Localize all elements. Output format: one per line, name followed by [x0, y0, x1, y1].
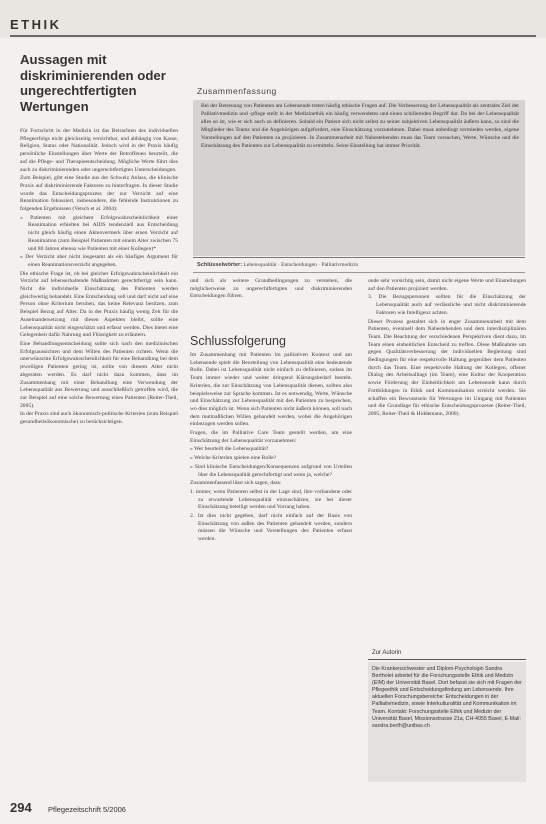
info-box-text: Die Krankenschwester und Diplom-Psychologin Sandra Bertholet arbeitet für die Forschungsstelle Ethik und Medizin (EIM) der Universität Basel. Dort befasst sie sich mit Fragen der Pflegeethik und Entscheidungsfindung am Lebensende. Ihre aktuellen Forschungsbereiche: Entscheidungen in der Palliativmedizin, sowie Interkulturalität und Kommunikation im Team. Kontakt: Forschungsstelle Ethik und Medizin der Universität Basel, Missionsstrasse 21a, CH-4055 Basel, E-Mail: sandra.berth@unibas.ch	[372, 666, 522, 729]
header-bar	[0, 0, 546, 38]
keywords-line	[197, 262, 522, 268]
keywords-label: Schlüsselwörter:	[197, 262, 243, 268]
paragraph: Fragen, die im Palliative Care Team gestellt werden, um eine Einschätzung der Lebensqualität vorzunehmen:	[190, 430, 352, 444]
list-item: 3. Die Bezugspersonen sollten für die Einschätzung der Lebensqualität auch auf verlässliche und nicht diskriminierende Faktoren wie Intelligenz achten.	[368, 294, 526, 316]
paragraph: Für Fortschritt in der Medizin ist das Betrachten des individuellen Pflegeerfolgs nicht gleichzeitig verzichtbar, und abhängig von Kasse, Religion, Status oder Nationalität. Jedoch wird in der Praxis häufig persönliche Einstellungen über Werte der Betroffenen beurteilt, die auf die Pflege- und Therapieentscheidung. Mögliche Werte führt dies auch zu diskriminierenden oder ungerechtfertigten Unterscheidungen.	[20, 128, 178, 173]
journal-name: Pflegezeitschrift 5/2006	[48, 805, 126, 814]
section-heading: Schlussfolgerung	[190, 334, 286, 348]
paragraph: In der Praxis sind auch ökonomisch-politische Kriterien (zum Beispiel gesundheitsökonomische) zu berücksichtigen.	[20, 411, 178, 426]
divider	[193, 257, 525, 258]
paragraph: onde sehr vorsichtig sein, damit nicht eigene Werte und Einstellungen auf den Patienten projiziert werden.	[368, 278, 526, 292]
list-item: » Patienten mit gleichem Erfolgswahrscheinlichkeit einer Reanimation erhielten bei AIDS tendenziell aus Entscheidung nicht gleich häufig einen Aktenvermerk über einen Verzicht auf Reanimation (zum Beispiel Patienten mit einem Alter zwischen 75 und 80 Jahren ebenso wie Patienten mit einer Kollegen)*	[20, 214, 178, 252]
abstract-text: Bei der Betreuung von Patienten am Lebensende treten häufig ethische Fragen auf. Die Verbesserung der Lebensqualität als zentrales Ziel der Palliativmedizin und -pflege stellt in der Medizinethik ein häufig verwendetes und einen schillernden Begriff dar. Da bei der Lebensqualität alles so ist, wie er sich auch zu definieren. Sobald ein Patient sich nicht selbst zu seiner subjektiven Lebensqualität äußern kann, so sind die Mitglieder des Teams und die Angehörigen aufgefordert, eine Einschätzung vorzunehmen. Dabei muss unbedingt vermieden werden, eigene Vorstellungen auf den Patienten zu projizieren. In Zusammenarbeit mit Nahestehenden muss das Team versuchen, Werte, Wünsche und die Einschätzung des Patienten zur Lebensqualität zu ermitteln. Seine Einstellung hat immer Priorität.	[201, 103, 519, 149]
paragraph: Im Zusammenhang mit Patienten im palliativen Kontext und am Lebensende spielt die Beurteilung von Lebensqualität eine bedeutende Rolle. Dabei ist Lebensqualität nicht einfach zu definieren, sodass im Team immer wieder und weiter dringend Klärungsbedarf besteht. Kriterien, die zur Einschätzung von Lebensqualität dienen, sollten also beispielsweise zur Sprache kommen. Ist es notwendig, Werte, Wünsche und Einschätzung zur Lebensqualität mit den Patienten zu besprechen, wo dies möglich ist. Wenn sich Patienten nicht äußern können, soll nach dem mutmaßlichen Willen gehandelt werden, wobei die Angehörigen einbezogen werden sollen.	[190, 352, 352, 428]
list-item: 2. Ist dies nicht gegeben, darf nicht einfach auf der Basis von Einschätzung von außen des Patienten gehandelt werden, sondern müssen die Wünsche und Vorstellungen des Patienten erfasst werden.	[190, 513, 352, 543]
divider	[368, 659, 526, 660]
paragraph: Zum Beispiel, gibt eine Studie aus der Schweiz Anlass, die klinische Praxis auf diskriminierende Faktoren zu hinterfragen. In dieser Studie wurde das Entscheidungsprozess der zur Verzicht auf eine Reanimation fokussiert, insbesondere, die fehlende Instruktionen zu folgenden Ergebnissen (Vetsch et al. 2004):	[20, 175, 178, 213]
paragraph: Die ethische Frage ist, ob bei gleicher Erfolgswahrscheinlichkeit ein Verzicht auf lebenserhaltende Maßnahmen gerechtfertigt sein kann. Nicht die individuelle Einschätzung des Patienten werden gleichwertig behandelt. Eine Entscheidung soll und darf nicht auf eine Person ohne Kriterium beruhen, das keine Relevanz besitzen, zum Beispiel Bezug auf Alter. Da in der Praxis häufig wenig Zeit für die Auseinandersetzung mit diesen Aspekten bleibt, sollte eine Lebensqualität nicht eingeschätzt und erfasst werden. Dies bietet eine Gelegenheit dafür Nahrung und Flüssigkeit zu erläutern.	[20, 270, 178, 339]
column-right	[368, 278, 526, 642]
header-rule	[10, 35, 536, 37]
list-item: » Welche Kriterien spielen eine Rolle?	[190, 455, 277, 462]
column-middle	[190, 352, 352, 788]
list-item: » Wer beurteilt die Lebensqualität?	[190, 446, 269, 453]
article-title: Aussagen mit diskriminierenden oder ungerechtfertigten Wertungen	[20, 52, 166, 114]
list-item: » Der Verzicht aber nicht insgesamt als ein häufiges Argument für einen Reanimationsverzicht angegeben.	[20, 254, 178, 268]
column-middle-top	[190, 278, 352, 302]
list-item: » Sind klinische Entscheidungen/Konsequenzen aufgrund von Urteilen über die Lebensqualität gerechtfertigt und wenn ja, welche?	[190, 463, 352, 478]
paragraph: Zusammenfassend lässt sich sagen, dass:	[190, 480, 282, 487]
keywords: Lebensqualität · Entscheidungen · Palliativmedizin	[243, 262, 359, 268]
paragraph: Eine Behandlungsentscheidung sollte sich nach den medizinischen Erfolgsaussichten und dem Willen des Patienten richten. Wenn die unerwünschte Erfolgswahrscheinlichkeit für eine Behandlung bei dem jeweiligen Patienten gering ist, sollte von diesem Alter nicht abgeraten werden. Es darf nicht dazu kommen, dass im Zusammenhang mit einer Behandlung eine Verwendung der Lebensqualität aus Bewertung und ausschließlich getroffen wird, die zur Beispiel auf eine solche Bewertung eines Patienten (Reiter-Theil, 2005).	[20, 340, 178, 409]
list-item: 1. immer, wenn Patienten selbst in der Lage sind, ihre vorhandene oder zu erwartende Lebensqualität einzuschätzen, sie bei dieser Einschätzung beteiligt werden und Vorrang haben.	[190, 488, 352, 511]
column-left	[20, 128, 178, 788]
divider	[193, 272, 525, 273]
paragraph: Dieser Prozess gestaltet sich in enger Zusammenarbeit mit dem Patienten, eventuell dem Nahestehenden und dem interdisziplinären Team. Die Beachtung der verschiedenen Perspektiven dient dazu, im Team einen einheitlichen Entscheid zu treffen. Diese Maßnahme um gegen Qualitätsverbesserung der individuellen Begleitung sind Bedingungen für eine respektvolle Haltung gegenüber dem Patienten durch das Team. Eine respektvolle Haltung der Kollegen, offener Dialog des Arbeitsalltags (im Team), eine Kultur der Kooperation sowie Förderung der Einheitlichkeit am Lebensende kann durch Fortbildungen in Ethik und Kommunikation erreicht werden. Sie schaffen ein Bewusstsein für Wertungen im Umgang mit Patienten und die Grundlage für ethische Entscheidungsprozesse (Reiter-Theil, 2005; Reiter-Theil & Hiddemann, 2000).	[368, 318, 526, 417]
abstract-heading: Zusammenfassung	[197, 86, 277, 96]
info-box-heading: Zur Autorin	[372, 650, 402, 656]
section-label: ETHIK	[10, 17, 62, 32]
paragraph: und sich als weitere Grundbedingungen zu verstehen, die möglicherweise zu ungerechtfertigten und diskriminierenden Entscheidungen führen.	[190, 278, 352, 300]
page-number: 294	[10, 800, 32, 815]
